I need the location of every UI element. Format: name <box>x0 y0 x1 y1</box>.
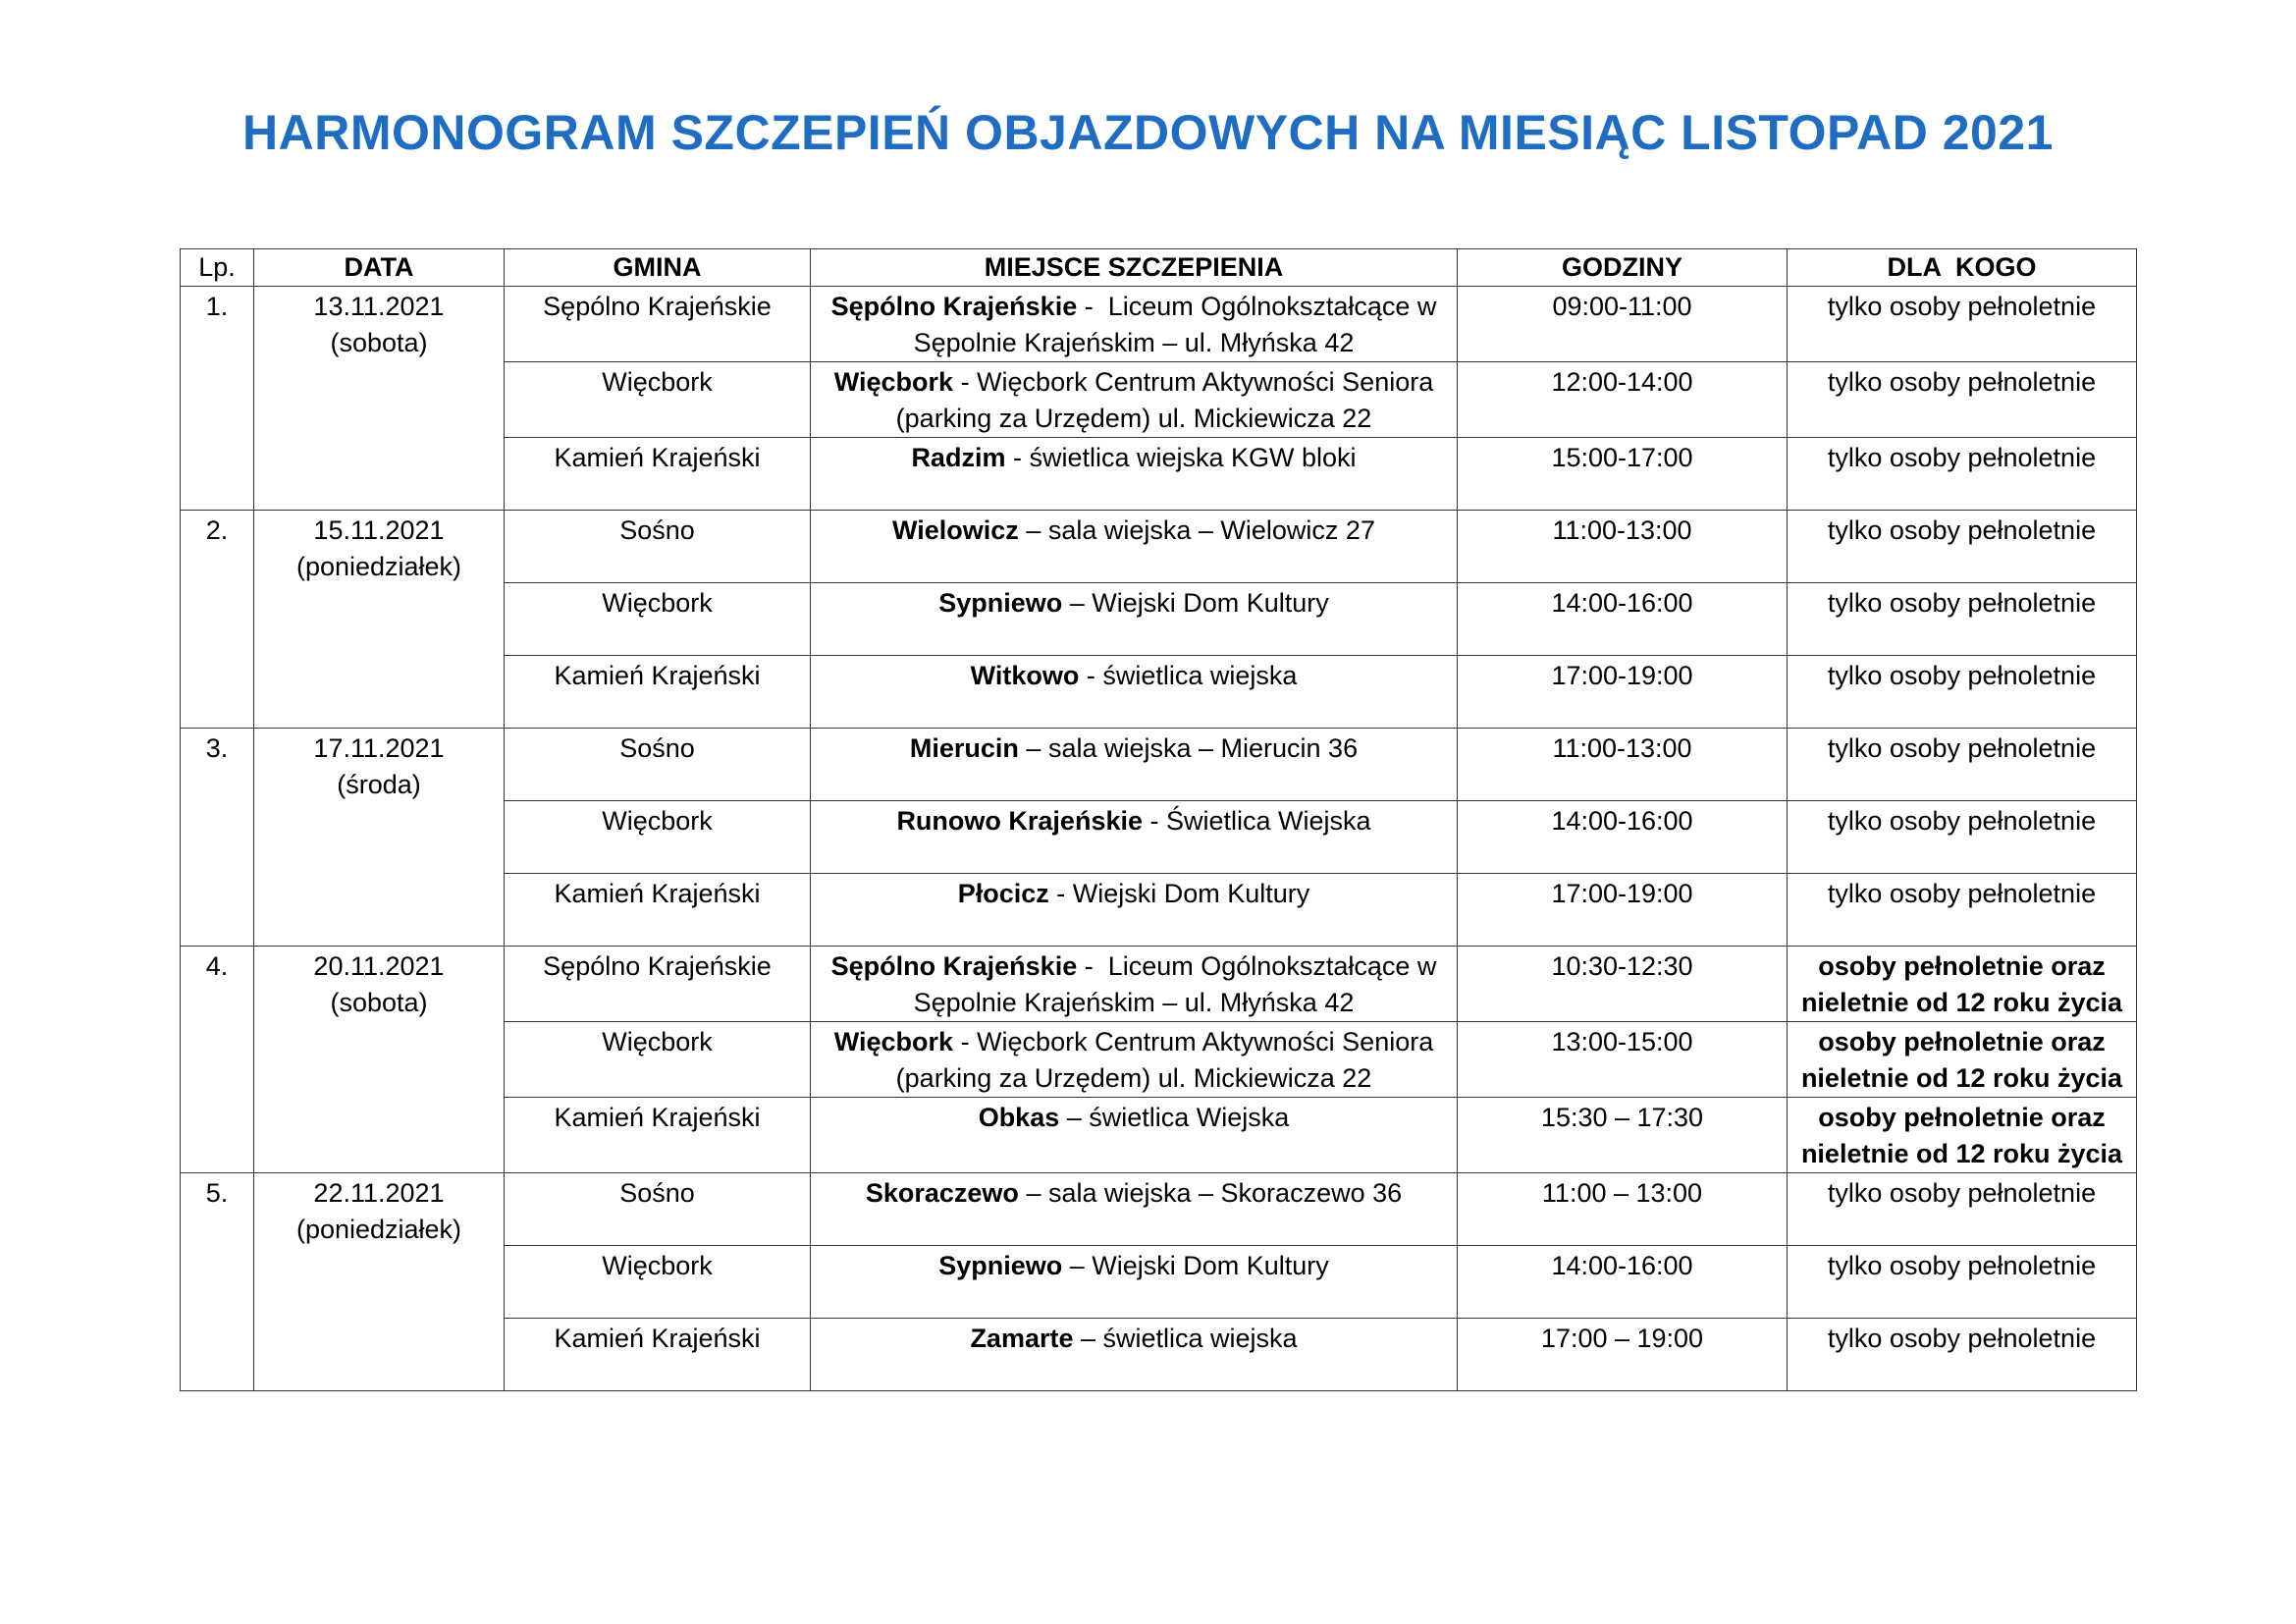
place-details: - świetlica wiejska KGW bloki <box>1005 443 1357 472</box>
header-gmina: GMINA <box>505 249 811 287</box>
hours-cell: 11:00-13:00 <box>1458 729 1788 801</box>
gmina-cell: Kamień Krajeński <box>505 1319 811 1391</box>
place-details: - Liceum Ogólnokształcące w Sępolnie Krajeńskim – ul. Młyńska 42 <box>913 292 1444 357</box>
audience-cell: tylko osoby pełnoletnie <box>1788 874 2137 947</box>
place-name: Wielowicz <box>892 515 1019 545</box>
gmina-cell: Sośno <box>505 729 811 801</box>
table-row <box>181 947 2137 1022</box>
place-name: Mierucin <box>909 733 1019 763</box>
row-number: 1. <box>181 287 254 511</box>
gmina-cell: Więcbork <box>505 583 811 656</box>
row-number: 3. <box>181 729 254 947</box>
hours-cell: 13:00-15:00 <box>1458 1022 1788 1098</box>
gmina-cell: Kamień Krajeński <box>505 874 811 947</box>
schedule-body <box>181 287 2137 1391</box>
date-cell <box>254 1173 505 1391</box>
hours-cell: 12:00-14:00 <box>1458 362 1788 438</box>
gmina-cell: Więcbork <box>505 801 811 874</box>
hours-cell: 14:00-16:00 <box>1458 583 1788 656</box>
date-value: 13.11.2021 <box>313 292 445 321</box>
hours-cell: 09:00-11:00 <box>1458 287 1788 362</box>
gmina-cell: Sośno <box>505 511 811 583</box>
place-name: Sępólno Krajeńskie <box>830 951 1078 981</box>
audience-cell: tylko osoby pełnoletnie <box>1788 1319 2137 1391</box>
place-details: – Wiejski Dom Kultury <box>1062 1251 1329 1280</box>
audience-cell: tylko osoby pełnoletnie <box>1788 729 2137 801</box>
header-lp: Lp. <box>181 249 254 287</box>
weekday-value: (sobota) <box>330 328 428 357</box>
weekday-value: (środa) <box>337 770 421 799</box>
audience-cell: osoby pełnoletnie oraz nieletnie od 12 roku życia <box>1788 947 2137 1022</box>
header-dla-kogo: DLA KOGO <box>1788 249 2137 287</box>
audience-cell: tylko osoby pełnoletnie <box>1788 583 2137 656</box>
place-name: Zamarte <box>970 1324 1074 1353</box>
gmina-cell: Kamień Krajeński <box>505 1098 811 1173</box>
place-cell <box>811 729 1458 801</box>
gmina-cell: Więcbork <box>505 1246 811 1319</box>
hours-cell: 14:00-16:00 <box>1458 801 1788 874</box>
table-row <box>181 1173 2137 1246</box>
place-details: - Wiejski Dom Kultury <box>1048 879 1310 908</box>
schedule-table <box>180 248 2137 1391</box>
place-details: – Wiejski Dom Kultury <box>1062 588 1329 618</box>
place-name: Płocicz <box>957 879 1049 908</box>
place-details: - Świetlica Wiejska <box>1143 806 1371 836</box>
gmina-cell: Sępólno Krajeńskie <box>505 947 811 1022</box>
place-details: – świetlica wiejska <box>1073 1324 1298 1353</box>
place-name: Obkas <box>978 1103 1060 1132</box>
audience-cell: tylko osoby pełnoletnie <box>1788 287 2137 362</box>
row-number: 5. <box>181 1173 254 1391</box>
place-details: – sala wiejska – Mierucin 36 <box>1018 733 1359 763</box>
hours-cell: 10:30-12:30 <box>1458 947 1788 1022</box>
page-title: HARMONOGRAM SZCZEPIEŃ OBJAZDOWYCH NA MIESIĄC LISTOPAD 2021 <box>242 105 2054 160</box>
header-miejsce: MIEJSCE SZCZEPIENIA <box>811 249 1458 287</box>
place-cell <box>811 947 1458 1022</box>
place-details: – świetlica Wiejska <box>1059 1103 1290 1132</box>
place-cell <box>811 438 1458 511</box>
place-cell <box>811 1022 1458 1098</box>
hours-cell: 17:00 – 19:00 <box>1458 1319 1788 1391</box>
weekday-value: (poniedziałek) <box>295 1215 462 1244</box>
place-name: Więcbork <box>833 367 954 397</box>
gmina-cell: Więcbork <box>505 362 811 438</box>
hours-cell: 17:00-19:00 <box>1458 656 1788 729</box>
place-cell <box>811 1173 1458 1246</box>
weekday-value: (sobota) <box>330 988 428 1017</box>
date-value: 15.11.2021 <box>313 515 445 545</box>
place-cell <box>811 656 1458 729</box>
place-name: Więcbork <box>833 1027 954 1056</box>
hours-cell: 15:30 – 17:30 <box>1458 1098 1788 1173</box>
audience-cell: tylko osoby pełnoletnie <box>1788 1173 2137 1246</box>
place-cell <box>811 287 1458 362</box>
gmina-cell: Kamień Krajeński <box>505 438 811 511</box>
place-cell <box>811 1319 1458 1391</box>
place-cell <box>811 583 1458 656</box>
table-row <box>181 511 2137 583</box>
header-godziny: GODZINY <box>1458 249 1788 287</box>
gmina-cell: Więcbork <box>505 1022 811 1098</box>
hours-cell: 11:00-13:00 <box>1458 511 1788 583</box>
date-value: 22.11.2021 <box>313 1178 445 1208</box>
hours-cell: 14:00-16:00 <box>1458 1246 1788 1319</box>
place-name: Skoraczewo <box>865 1178 1019 1208</box>
date-cell <box>254 729 505 947</box>
place-details: – sala wiejska – Wielowicz 27 <box>1018 515 1375 545</box>
place-name: Sypniewo <box>938 588 1063 618</box>
place-details: - świetlica wiejska <box>1079 661 1298 690</box>
place-name: Sępólno Krajeńskie <box>830 292 1078 321</box>
gmina-cell: Sępólno Krajeńskie <box>505 287 811 362</box>
audience-cell: tylko osoby pełnoletnie <box>1788 801 2137 874</box>
place-name: Radzim <box>911 443 1006 472</box>
audience-cell: tylko osoby pełnoletnie <box>1788 656 2137 729</box>
place-details: - Więcbork Centrum Aktywności Seniora (parking za Urzędem) ul. Mickiewicza 22 <box>895 367 1449 433</box>
place-cell <box>811 362 1458 438</box>
weekday-value: (poniedziałek) <box>295 552 462 581</box>
place-details: - Liceum Ogólnokształcące w Sępolnie Krajeńskim – ul. Młyńska 42 <box>913 951 1444 1017</box>
date-cell <box>254 511 505 729</box>
audience-cell: osoby pełnoletnie oraz nieletnie od 12 roku życia <box>1788 1098 2137 1173</box>
date-cell <box>254 947 505 1173</box>
date-cell <box>254 287 505 511</box>
place-name: Sypniewo <box>938 1251 1063 1280</box>
audience-cell: tylko osoby pełnoletnie <box>1788 362 2137 438</box>
row-number: 2. <box>181 511 254 729</box>
place-details: – sala wiejska – Skoraczewo 36 <box>1018 1178 1403 1208</box>
hours-cell: 15:00-17:00 <box>1458 438 1788 511</box>
audience-cell: tylko osoby pełnoletnie <box>1788 511 2137 583</box>
gmina-cell: Kamień Krajeński <box>505 656 811 729</box>
place-cell <box>811 874 1458 947</box>
audience-cell: tylko osoby pełnoletnie <box>1788 438 2137 511</box>
place-name: Runowo Krajeńskie <box>896 806 1143 836</box>
place-details: - Więcbork Centrum Aktywności Seniora (parking za Urzędem) ul. Mickiewicza 22 <box>895 1027 1449 1093</box>
place-cell <box>811 801 1458 874</box>
table-header-row <box>181 249 2137 287</box>
place-cell <box>811 1098 1458 1173</box>
table-row <box>181 729 2137 801</box>
row-number: 4. <box>181 947 254 1173</box>
place-cell <box>811 1246 1458 1319</box>
table-row <box>181 287 2137 362</box>
hours-cell: 11:00 – 13:00 <box>1458 1173 1788 1246</box>
date-value: 17.11.2021 <box>313 733 445 763</box>
place-cell <box>811 511 1458 583</box>
date-value: 20.11.2021 <box>313 951 445 981</box>
gmina-cell: Sośno <box>505 1173 811 1246</box>
audience-cell: osoby pełnoletnie oraz nieletnie od 12 roku życia <box>1788 1022 2137 1098</box>
place-name: Witkowo <box>970 661 1080 690</box>
audience-cell: tylko osoby pełnoletnie <box>1788 1246 2137 1319</box>
hours-cell: 17:00-19:00 <box>1458 874 1788 947</box>
header-data: DATA <box>254 249 505 287</box>
